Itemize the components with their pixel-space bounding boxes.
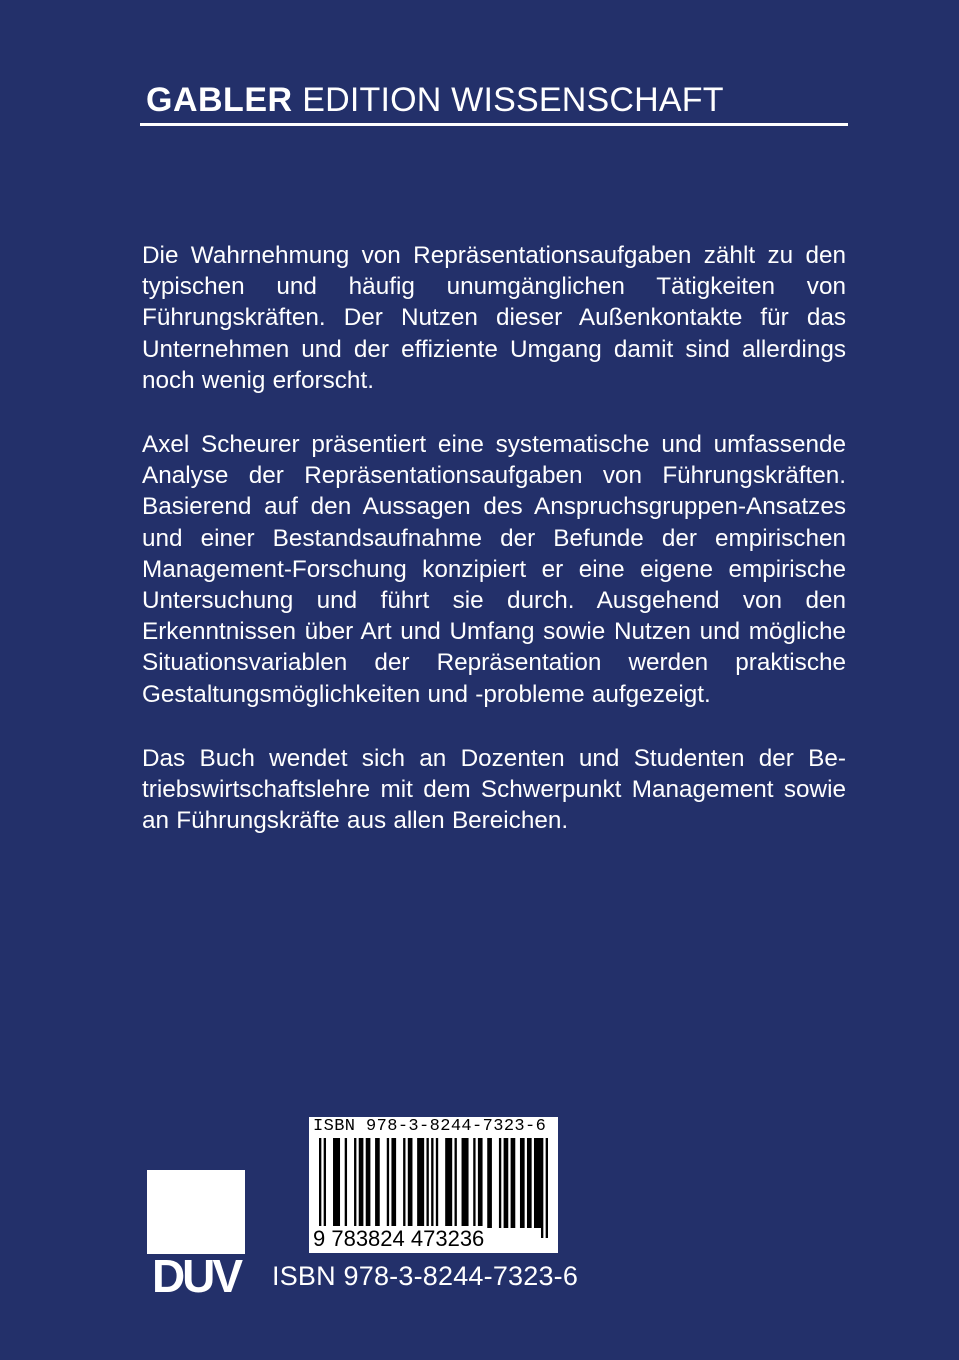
series-title (146, 78, 846, 126)
barcode-bar (324, 1138, 326, 1238)
barcode-bar (455, 1138, 457, 1228)
barcode-bar (375, 1138, 380, 1228)
barcode-bar (534, 1138, 541, 1228)
barcode-bar (546, 1138, 548, 1238)
isbn-text: ISBN 978-3-8244-7323-6 (272, 1261, 579, 1291)
barcode-bar (473, 1138, 475, 1228)
blurb-paragraph-2: Axel Scheurer präsentiert eine systematische und umfassende Analyse der Repräsentationsaufgaben von Führungskräften. Basierend auf den Aussagen des Anspruchsgruppen-Ansatzes und einer Bestandsaufnahme der Befunde der empirischen Management-Forschung konzipiert er eine eigene empirische Untersuchung und führt sie durch. Ausgehend von den Erkenntnissen über Art und Umfang sowie Nutzen und mögliche Situationsvariablen der Repräsentation werden praktische Gestaltungsmöglichkeiten und -probleme aufgezeigt. (142, 431, 846, 708)
barcode-bar (354, 1138, 356, 1228)
barcode-bar (403, 1138, 405, 1228)
barcode-bar (504, 1138, 509, 1228)
barcode-bar (333, 1138, 340, 1228)
barcode-bar (426, 1138, 428, 1228)
barcode-bar (478, 1138, 483, 1228)
duv-logo-text: DUV (151, 1250, 241, 1294)
barcode-bar (527, 1138, 532, 1228)
series-name: EDITION WISSENSCHAFT (302, 81, 724, 119)
barcode-bar (359, 1138, 364, 1228)
barcode (309, 1117, 558, 1253)
series-divider (140, 123, 848, 126)
barcode-digits: 9 783824 473236 (313, 1226, 485, 1251)
blurb-text (142, 240, 846, 869)
barcode-bar (541, 1138, 543, 1238)
barcode-bar (417, 1138, 424, 1228)
barcode-bar (391, 1138, 396, 1228)
barcode-bar (511, 1138, 516, 1228)
barcode-isbn-label: ISBN 978-3-8244-7323-6 (313, 1117, 547, 1136)
barcode-bar (366, 1138, 371, 1228)
barcode-bar (487, 1138, 492, 1228)
barcode-bar (408, 1138, 413, 1228)
series-brand: GABLER (146, 81, 293, 119)
blurb-paragraph-1: Die Wahrnehmung von Repräsentationsaufgaben zählt zu den typischen und häufig unumgänglichen Tätigkeiten von Führungskräften. Der Nutzen dieser Außenkontakte für das Unternehmen und der effiziente Umgang damit sind allerdings noch wenig erforscht. (142, 242, 846, 394)
barcode-bar (462, 1138, 469, 1228)
barcode-bars-icon (313, 1138, 554, 1238)
barcode-bar (445, 1138, 452, 1228)
barcode-bar (520, 1138, 525, 1228)
duv-logo-icon (147, 1170, 245, 1294)
barcode-bar (431, 1138, 433, 1228)
barcode-bar (319, 1138, 321, 1238)
barcode-bar (387, 1138, 389, 1228)
blurb-paragraph-3: Das Buch wendet sich an Dozenten und Studenten der Betriebswirtschaftslehre mit dem Schwerpunkt Management sowie an Führungskräfte aus allen Bereichen. (142, 744, 846, 835)
barcode-bar (499, 1138, 501, 1228)
barcode-bar (345, 1138, 347, 1228)
barcode-bar (436, 1138, 438, 1228)
